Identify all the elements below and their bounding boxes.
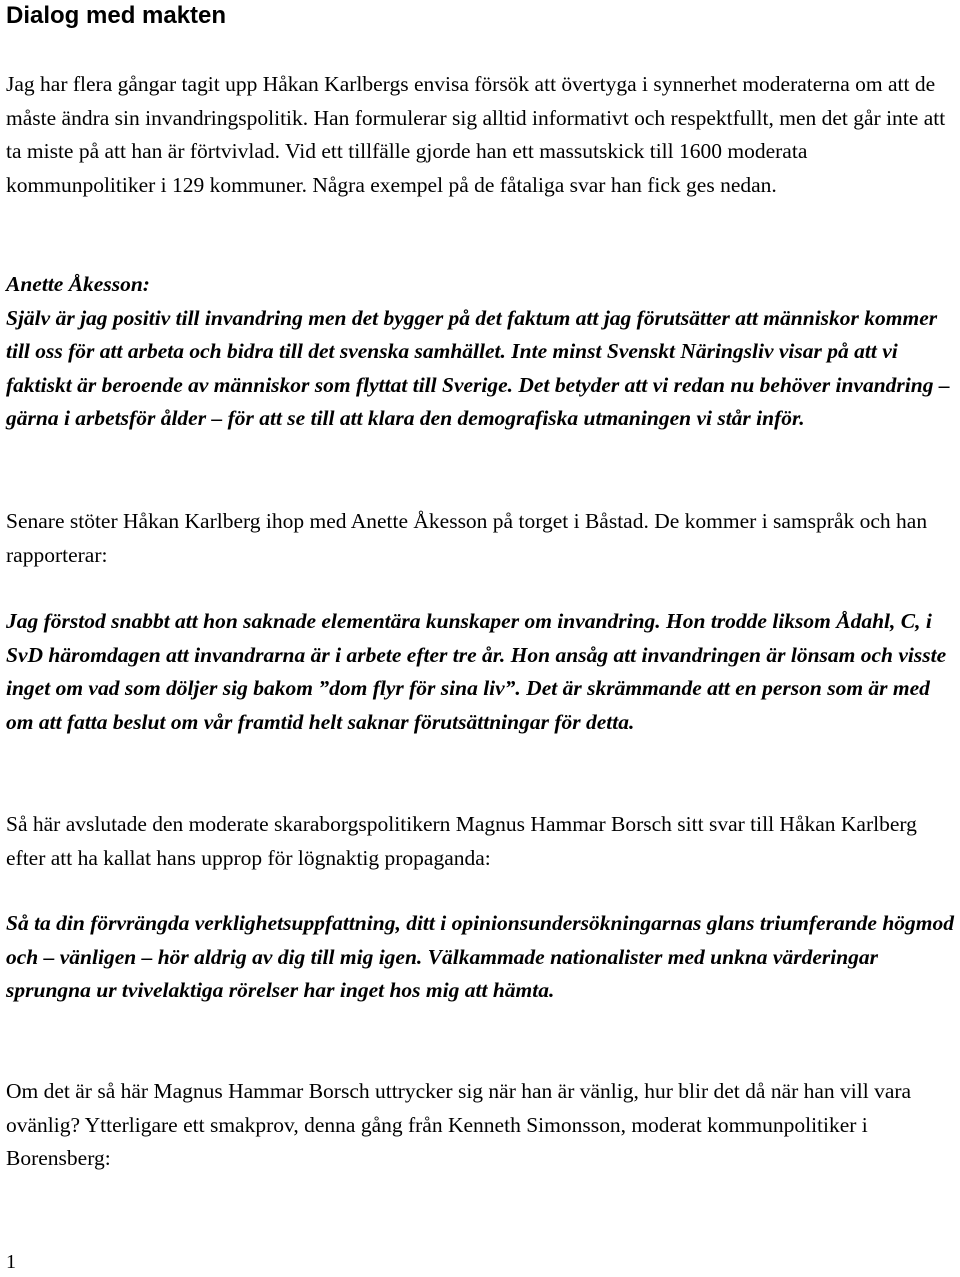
page-number: 1 [6, 1251, 16, 1273]
torget-paragraph: Senare stöter Håkan Karlberg ihop med Anette Åkesson på torget i Båstad. De kommer i samspråk och han rapporterar: [6, 509, 928, 567]
quote-borsch-reply: Så ta din förvrängda verklighetsuppfattning, ditt i opinionsundersökningarnas glans triumferande högmod och – vänligen – hör aldrig av dig till mig igen. Välkammade nationalister med unkna värderingar sprungna ur tvivelaktiga rörelser har inget hos mig att hämta. [6, 911, 955, 1002]
borsch-intro-paragraph: Så här avslutade den moderate skaraborgspolitikern Magnus Hammar Borsch sitt svar till Håkan Karlberg efter att ha kallat hans upprop för lögnaktig propaganda: [6, 812, 917, 870]
quote-akesson-letter: Anette Åkesson: Själv är jag positiv till invandring men det bygger på det faktum att jag förutsätter att människor kommer till oss för att arbeta och bidra till det svenska samhället. Inte minst Svenskt Näringsliv visar på att vi faktiskt är beroende av människor som flyttat till Sverige. Det betyder att vi redan nu behöver invandring – gärna i arbetsför ålder – för att se till att klara den demografiska utmaningen vi står inför. [6, 272, 950, 430]
intro-paragraph: Jag har flera gångar tagit upp Håkan Karlbergs envisa försök att övertyga i synnerhet moderaterna om att de måste ändra sin invandringspolitik. Han formulerar sig alltid informativt och respektfullt, men det går inte att ta miste på att han är förtvivlad. Vid ett tillfälle gjorde han ett massutskick till 1600 moderata kommunpolitiker i 129 kommuner. Några exempel på de fåtaliga svar han fick ges nedan. [6, 72, 946, 197]
document-title: Dialog med makten [6, 2, 227, 29]
quote-karlberg-report: Jag förstod snabbt att hon saknade elementära kunskaper om invandring. Hon trodde liksom Ådahl, C, i SvD häromdagen att invandrarna är i arbete efter tre år. Hon ansåg att invandringen är lönsam och visste inget om vad som döljer sig bakom ”dom flyr för sina liv”. Det är skrämmande att en person som är med om att fatta beslut om vår framtid helt saknar förutsättningar för detta. [6, 609, 947, 734]
closing-paragraph: Om det är så här Magnus Hammar Borsch uttrycker sig när han är vänlig, hur blir det då när han vill vara ovänlig? Ytterligare ett smakprov, denna gång från Kenneth Simonsson, moderat kommunpolitiker i Borensberg: [6, 1079, 912, 1170]
